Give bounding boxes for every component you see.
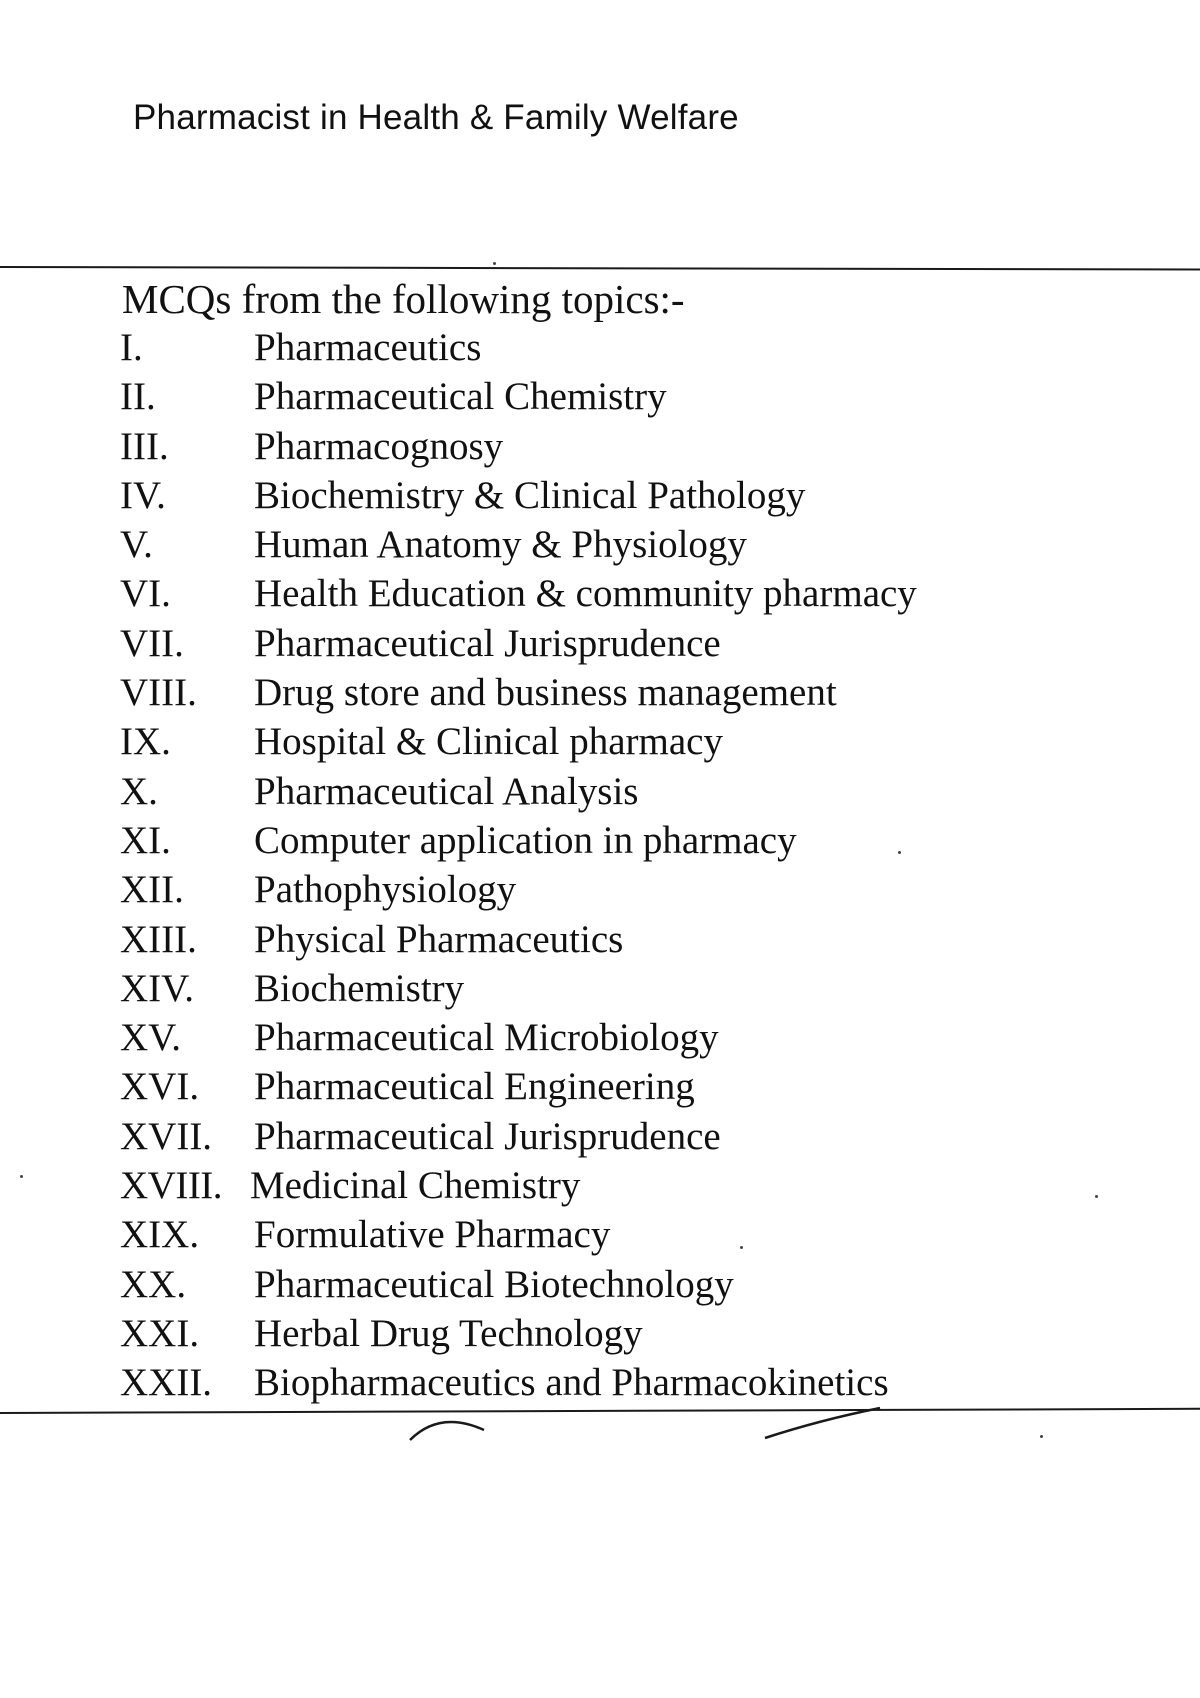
topic-label: Biopharmaceutics and Pharmacokinetics [254, 1361, 889, 1405]
top-divider [0, 266, 1200, 271]
topic-label: Pharmaceutical Analysis [254, 769, 639, 813]
topic-label: Pathophysiology [254, 868, 517, 912]
topic-numeral: XVIII. [120, 1164, 223, 1208]
topic-label: Herbal Drug Technology [254, 1311, 643, 1355]
topic-numeral: XVII. [120, 1114, 213, 1158]
topic-label: Biochemistry [254, 966, 465, 1010]
topic-label: Pharmaceutical Microbiology [254, 1016, 719, 1060]
topic-label: Computer application in pharmacy [254, 818, 797, 862]
scan-speck [493, 262, 496, 265]
topic-label: Formulative Pharmacy [254, 1213, 611, 1257]
topic-numeral: X. [120, 769, 158, 813]
topic-label: Pharmaceutical Jurisprudence [254, 621, 721, 665]
topic-numeral: XXI. [120, 1311, 200, 1355]
syllabus-intro: MCQs from the following topics:- [122, 276, 685, 322]
topic-label: Health Education & community pharmacy [254, 572, 917, 616]
topic-numeral: XV. [120, 1016, 182, 1060]
scan-speck [740, 1246, 743, 1249]
topic-numeral: VIII. [120, 671, 197, 715]
topic-numeral: IX. [120, 720, 171, 764]
topic-numeral: XXII. [120, 1361, 213, 1405]
topic-numeral: VII. [120, 621, 184, 665]
topic-label: Pharmaceutical Chemistry [254, 375, 667, 419]
topic-label: Physical Pharmaceutics [254, 917, 624, 961]
topic-numeral: XII. [120, 868, 184, 912]
topic-numeral: XX. [120, 1262, 187, 1306]
scan-speck [1040, 1435, 1043, 1438]
topic-numeral: XIX. [120, 1213, 200, 1257]
topic-label: Hospital & Clinical pharmacy [254, 720, 723, 764]
topic-numeral: V. [120, 523, 153, 567]
signature-stroke-right [765, 1408, 880, 1438]
scan-speck [898, 851, 901, 854]
topic-label: Pharmaceutical Engineering [254, 1065, 695, 1109]
bottom-divider [0, 1408, 1200, 1414]
topic-numeral: XVI. [120, 1065, 200, 1109]
topic-label: Medicinal Chemistry [250, 1164, 581, 1208]
topic-numeral: XI. [120, 818, 171, 862]
topic-label: Pharmaceutical Biotechnology [254, 1262, 734, 1306]
topic-label: Pharmaceutical Jurisprudence [254, 1114, 721, 1158]
topic-numeral: I. [120, 326, 143, 369]
topic-numeral: III. [120, 424, 169, 468]
topic-numeral: II. [120, 375, 156, 419]
scan-speck [1095, 1195, 1098, 1198]
topic-numeral: IV. [120, 473, 166, 517]
page-title: Pharmacist in Health & Family Welfare [133, 98, 739, 137]
topic-label: Pharmacognosy [254, 424, 504, 468]
scan-speck [20, 1175, 23, 1178]
topic-label: Biochemistry & Clinical Pathology [254, 473, 806, 517]
topic-numeral: XIII. [120, 917, 197, 961]
signature-stroke-left [410, 1422, 484, 1440]
topic-numeral: VI. [120, 572, 171, 616]
topic-label: Pharmaceutics [254, 326, 482, 369]
topic-numeral: XIV. [120, 966, 195, 1010]
topic-label: Drug store and business management [254, 671, 837, 715]
topic-label: Human Anatomy & Physiology [254, 523, 747, 567]
